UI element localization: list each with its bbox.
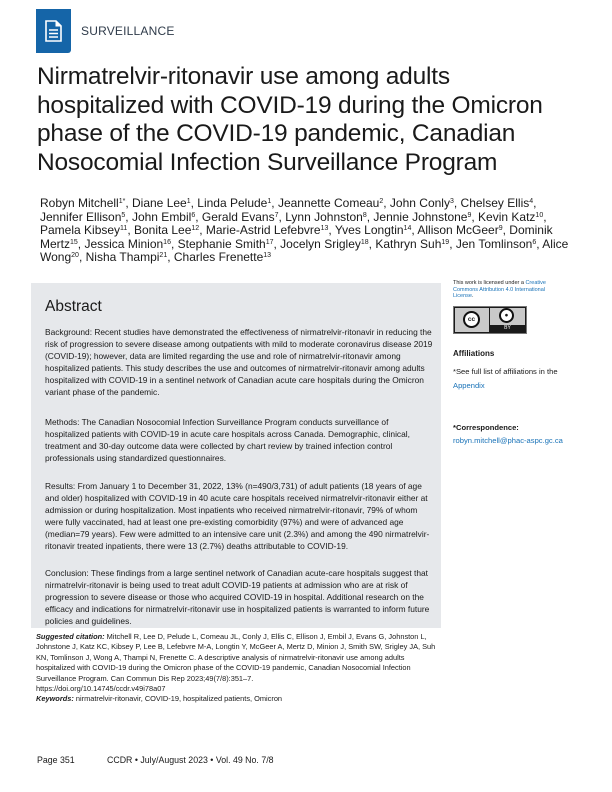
abstract-results: Results: From January 1 to December 31, 2022, 13% (n=490/3,731) of adult patients (18 years of age and older) hospitalized with COVID-19 in 40 acute care hospitals received nirmatrelvir-ritonavir either at admission or during hospitalization. Most inpatients who received nirmatrelvir-ritonavir, 79% of whom were fully vaccinated, had at least one pre-existing comorbidity (97%) and were of advanced age (median=79 years). Few were admitted to an intensive care unit (2.3%) and among the 490 nirmatrelvir-ritonavir treated inpatients, there were 13 (2.7%) deaths attributable to COVID-19. — [45, 481, 430, 551]
affiliations-heading: Affiliations — [453, 348, 495, 358]
affiliation-marker: 13 — [320, 225, 329, 232]
license-notice — [453, 280, 563, 300]
correspondence-email[interactable]: robyn.mitchell@phac-aspc.gc.ca — [453, 435, 563, 445]
sidebar — [453, 280, 603, 447]
affiliation-marker: 17 — [265, 238, 274, 246]
affiliation-marker: 8 — [362, 211, 367, 219]
author-name: Lynn Johnston — [285, 209, 363, 224]
affiliation-marker: 11 — [120, 225, 128, 232]
affiliation-marker: 6 — [191, 211, 196, 219]
affiliation-marker: 19 — [441, 238, 450, 246]
affiliation-marker: 7 — [274, 211, 279, 219]
affiliation-marker: 14 — [403, 225, 412, 232]
affiliation-marker: 5 — [121, 211, 126, 219]
abstract-conclusion: Conclusion: These findings from a large sentinel network of Canadian acute-care hospitals suggest that nirmatrelvir-ritonavir is being used to treat adult COVID-19 patients at admission who are at risk of progression to severe disease or those who acquired COVID-19 in hospital. Additional research on the efficacy and indications for nirmatrelvir-ritonavir use in hospitalized patients is warranted to inform future policies and guidelines. — [45, 568, 430, 626]
page-number: Page 351 — [37, 755, 75, 765]
author-name: Jocelyn Srigley — [280, 236, 361, 251]
author-name: Marie-Astrid Lefebvre — [205, 223, 321, 237]
cc-icon: cc — [463, 311, 480, 328]
author-name: Kathryn Suh — [375, 236, 442, 251]
citation-text: Mitchell R, Lee D, Pelude L, Comeau JL, Conly J, Ellis C, Ellison J, Embil J, Evans G, Johnston L, Johnstone J, Katz KC, Kibsey P, Lee B, Lefebvre M-A, Longtin Y, McGeer A, Mertz D, Minion J, Smith SW, Srigley JA, Suh KN, Tomlinson J, Wong A, Thampi N, Frenette C. A descriptive analysis of nirmatrelvir-ritonavir use among adults hospitalized with COVID-19 during the Omicron phase of the COVID-19 pandemic, Canadian Nosocomial Infection Surveillance Program. Can Commun Dis Rep 2023;49(7/8):351–7. — [36, 632, 436, 683]
license-suffix: . — [471, 293, 474, 299]
article-title: Nirmatrelvir-ritonavir use among adults hospitalized with COVID-19 during the Omicron phase of the COVID-19 pandemic, Canadian Nosocomial Infection Surveillance Program — [37, 63, 543, 176]
affiliation-marker: 2 — [379, 198, 384, 205]
author-name: Nisha Thampi — [85, 250, 160, 264]
affiliation-marker: 21 — [159, 252, 168, 259]
author-name: Jennie Johnstone — [373, 209, 468, 224]
citation-label: Suggested citation: — [36, 632, 105, 641]
attribution-person-icon: ● — [499, 308, 514, 323]
author-name: Jessica Minion — [84, 236, 164, 251]
correspondence — [453, 421, 603, 447]
author-name: Jen Tomlinson — [455, 236, 533, 251]
correspondence-label: *Correspondence: — [453, 422, 519, 432]
keywords-text: nirmatrelvir-ritonavir, COVID-19, hospitalized patients, Omicron — [75, 694, 283, 704]
affiliation-marker: 18 — [360, 238, 369, 246]
abstract-heading: Abstract — [45, 298, 102, 315]
author-name: Alice Wong — [40, 236, 569, 264]
author-name: Gerald Evans — [201, 209, 275, 224]
author-name: Charles Frenette — [173, 250, 264, 264]
author-name: Bonita Lee — [134, 223, 192, 237]
license-link[interactable]: Creative Commons Attribution 4.0 International License — [453, 280, 546, 299]
author-name: Pamela Kibsey — [40, 223, 121, 237]
doi-link[interactable]: https://doi.org/10.14745/ccdr.v49i78a07 — [36, 684, 166, 694]
author-name: Jeannette Comeau — [277, 196, 380, 210]
license-text: This work is licensed under a — [453, 280, 526, 286]
journal-issue: CCDR • July/August 2023 • Vol. 49 No. 7/8 — [107, 755, 274, 765]
affiliation-marker: 3 — [449, 198, 454, 205]
affiliation-marker: 12 — [191, 225, 200, 232]
author-name: Yves Longtin — [334, 223, 404, 237]
author-name: John Conly — [389, 196, 450, 210]
section-icon-box — [36, 9, 71, 53]
author-name: Kevin Katz — [478, 209, 536, 224]
author-name: Diane Lee — [132, 196, 187, 210]
affiliation-marker: 1* — [118, 198, 126, 205]
author-list: Robyn Mitchell$^{1*}$, Diane Lee$^1$, Linda Pelude$^1$, Jeannette Comeau$^2$, John Conly$^3$, Chelsey Ellis$^4$, Jennifer Ellison$^5$, John Embil$^6$, Gerald Evans$^7$, Lynn Johnston$^8$, Jennie Johnstone$^9$, Kevin Katz$^{10}$, Pamela Kibsey$^{11}$, Bonita Lee$^{12}$, Marie-Astrid Lefebvre$^{13}$, Yves Longtin$^{14}$, Allison McGeer$^9$, Dominik Mertz$^{15}$, Jessica Minion$^{16}$, Stephanie Smith$^{17}$, Jocelyn Srigley$^{18}$, Kathryn Suh$^{19}$, Jen Tomlinson$^6$, Alice Wong$^{20}$, Nisha Thampi$^{21}$, Charles Frenette$^{13}$ — [40, 196, 569, 264]
author-name: Allison McGeer — [417, 223, 499, 237]
cc-by-badge[interactable] — [453, 306, 527, 334]
affiliation-marker: 15 — [70, 238, 78, 246]
affiliation-marker: 20 — [71, 252, 79, 259]
affiliation-marker: 16 — [163, 238, 171, 246]
affiliation-marker: 4 — [529, 198, 534, 205]
affiliations-text — [453, 365, 603, 393]
author-name: John Embil — [131, 209, 192, 224]
appendix-link[interactable]: Appendix — [453, 380, 485, 390]
document-icon — [45, 20, 62, 42]
author-name: Stephanie Smith — [177, 236, 266, 251]
author-name: Chelsey Ellis — [460, 196, 530, 210]
keywords-label: Keywords: — [36, 694, 74, 704]
abstract-background: Background: Recent studies have demonstrated the effectiveness of nirmatrelvir-ritonavir in reducing the risk of progression to severe disease among outpatients with mild to moderate coronavirus disease 2019 (COVID-19); however, data are limited regarding the use and role of nirmatrelvir-ritonavir among hospitalized patients. This study describes the use and outcomes of nirmatrelvir-ritonavir among adults hospitalized with COVID-19 in a sentinel network of Canadian acute care hospitals during the Omicron variant phase of the pandemic. — [45, 327, 433, 397]
affiliation-marker: 1 — [267, 198, 272, 205]
affiliation-marker: 10 — [535, 211, 544, 219]
author-name: Dominik Mertz — [40, 223, 553, 251]
abstract-box — [31, 283, 441, 628]
affiliations-note: *See full list of affiliations in the — [453, 366, 558, 376]
affiliation-marker: 9 — [467, 211, 472, 219]
affiliation-marker: 6 — [532, 238, 537, 246]
author-name: Jennifer Ellison — [40, 209, 122, 224]
abstract-methods: Methods: The Canadian Nosocomial Infection Surveillance Program conducts surveillance of hospitalized patients with COVID-19 in acute care hospitals across Canada. Demographic, clinical, treatment and 30-day outcome data were collected by chart review by trained infection control professionals using standardized questionnaires. — [45, 417, 410, 463]
author-name: Linda Pelude — [197, 196, 268, 210]
by-label: BY — [504, 324, 511, 331]
affiliation-marker: 13 — [263, 252, 272, 259]
section-label: SURVEILLANCE — [81, 24, 175, 38]
affiliation-marker: 1 — [186, 198, 191, 205]
author-name: Robyn Mitchell — [40, 196, 119, 210]
affiliation-marker: 9 — [498, 225, 503, 232]
suggested-citation — [36, 632, 436, 705]
